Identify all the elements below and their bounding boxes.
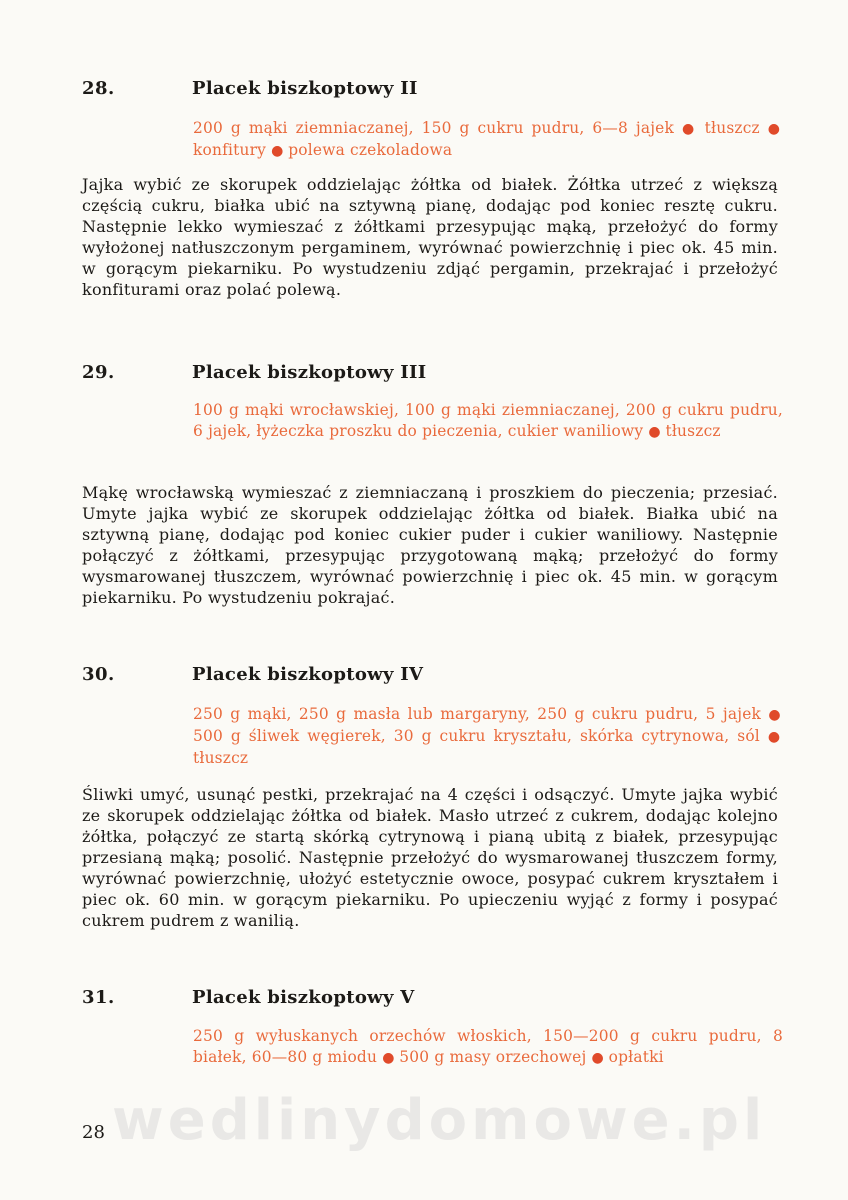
recipe-header bbox=[0, 664, 848, 694]
bullet-icon: ● bbox=[768, 707, 783, 723]
recipe-header bbox=[0, 78, 848, 108]
recipe-title: Placek biszkoptowy IV bbox=[192, 664, 424, 685]
recipe-title: Placek biszkoptowy III bbox=[192, 362, 427, 383]
recipe-title: Placek biszkoptowy V bbox=[192, 987, 415, 1008]
recipe-number: 31. bbox=[82, 987, 115, 1008]
bullet-icon: ● bbox=[271, 143, 289, 159]
recipe-method: Śliwki umyć, usunąć pestki, przekrajać na 4 części i odsączyć. Umyte jajka wybić ze skorupek oddzielając żółtka od białek. Masło utrzeć z cukrem, dodając kolejno żółtka, połączyć ze startą skórką cytrynową i pianą ubitą z białek, przesypując przesianą mąką; posolić. Następnie przełożyć do wysmarowanej tłuszczem formy, wyrównać powierzchnię, ułożyć estetycznie owoce, posypać cukrem kryształem i piec ok. 60 min. w gorącym piekarniku. Po upieczeniu wyjąć z formy i posypać cukrem pudrem z wanilią. bbox=[82, 785, 778, 930]
ingredient-group: tłuszcz bbox=[704, 119, 760, 137]
ingredient-group: 500 g masy orzechowej bbox=[399, 1048, 587, 1066]
bullet-icon: ● bbox=[591, 1050, 609, 1066]
recipe-28 bbox=[0, 78, 848, 299]
ingredient-group: 100 g mąki wrocławskiej, 100 g mąki ziemniaczanej, 200 g cukru pudru, 6 jajek, łyżeczka proszku do pieczenia, cukier waniliowy bbox=[193, 401, 783, 440]
ingredients-list bbox=[193, 1026, 783, 1069]
recipe-30 bbox=[0, 664, 848, 930]
bullet-icon: ● bbox=[767, 729, 784, 745]
bullet-icon: ● bbox=[767, 121, 784, 137]
recipe-method: Mąkę wrocławską wymieszać z ziemniaczaną i proszkiem do pieczenia; przesiać. Umyte jajka wybić ze skorupek oddzielając żółtka od białek. Białka ubić na sztywną pianę, dodając pod koniec cukier puder i cukier waniliowy. Następnie połączyć z żółtkami, przesypując przygotowaną mąką; przełożyć do formy wysmarowanej tłuszczem, wyrównać powierzchnię i piec ok. 45 min. w gorącym piekarniku. Po wystudzeniu pokrajać. bbox=[82, 483, 778, 607]
recipe-number: 30. bbox=[82, 664, 115, 685]
ingredient-group: 250 g mąki, 250 g masła lub margaryny, 250 g cukru pudru, 5 jajek bbox=[193, 705, 762, 723]
ingredient-group: tłuszcz bbox=[193, 749, 249, 767]
ingredient-group: polewa czekoladowa bbox=[288, 141, 453, 159]
recipe-29 bbox=[0, 362, 848, 607]
page-number: 28 bbox=[82, 1122, 105, 1143]
recipe-title: Placek biszkoptowy II bbox=[192, 78, 418, 99]
ingredient-group: konfitury bbox=[193, 141, 267, 159]
ingredient-group: tłuszcz bbox=[665, 422, 721, 440]
watermark: wedlinydomowe.pl bbox=[112, 1088, 767, 1153]
ingredient-group: 500 g śliwek węgierek, 30 g cukru kryształu, skórka cytrynowa, sól bbox=[193, 727, 760, 745]
recipe-header bbox=[0, 362, 848, 392]
bullet-icon: ● bbox=[648, 424, 666, 440]
bullet-icon: ● bbox=[382, 1050, 400, 1066]
ingredient-group: opłatki bbox=[608, 1048, 664, 1066]
bullet-icon: ● bbox=[681, 121, 705, 137]
recipe-number: 28. bbox=[82, 78, 115, 99]
recipe-header bbox=[0, 987, 848, 1017]
ingredients-list bbox=[193, 400, 783, 443]
recipe-31 bbox=[0, 987, 848, 1066]
ingredient-group: 200 g mąki ziemniaczanej, 150 g cukru pudru, 6—8 jajek bbox=[193, 119, 675, 137]
ingredients-list bbox=[193, 118, 783, 162]
recipe-number: 29. bbox=[82, 362, 115, 383]
recipe-method: Jajka wybić ze skorupek oddzielając żółtka od białek. Żółtka utrzeć z większą częścią cukru, białka ubić na sztywną pianę, dodając pod koniec resztę cukru. Następnie lekko wymieszać z żółtkami przesypując mąką, przełożyć do formy wyłożonej natłuszczonym pergaminem, wyrównać powierzchnię i piec ok. 45 min. w gorącym piekarniku. Po wystudzeniu zdjąć pergamin, przekrajać i przełożyć konfiturami oraz polać polewą. bbox=[82, 175, 778, 299]
ingredients-list bbox=[193, 704, 783, 769]
ingredient-group: 250 g wyłuskanych orzechów włoskich, 150—200 g cukru pudru, 8 białek, 60—80 g miodu bbox=[193, 1027, 783, 1066]
